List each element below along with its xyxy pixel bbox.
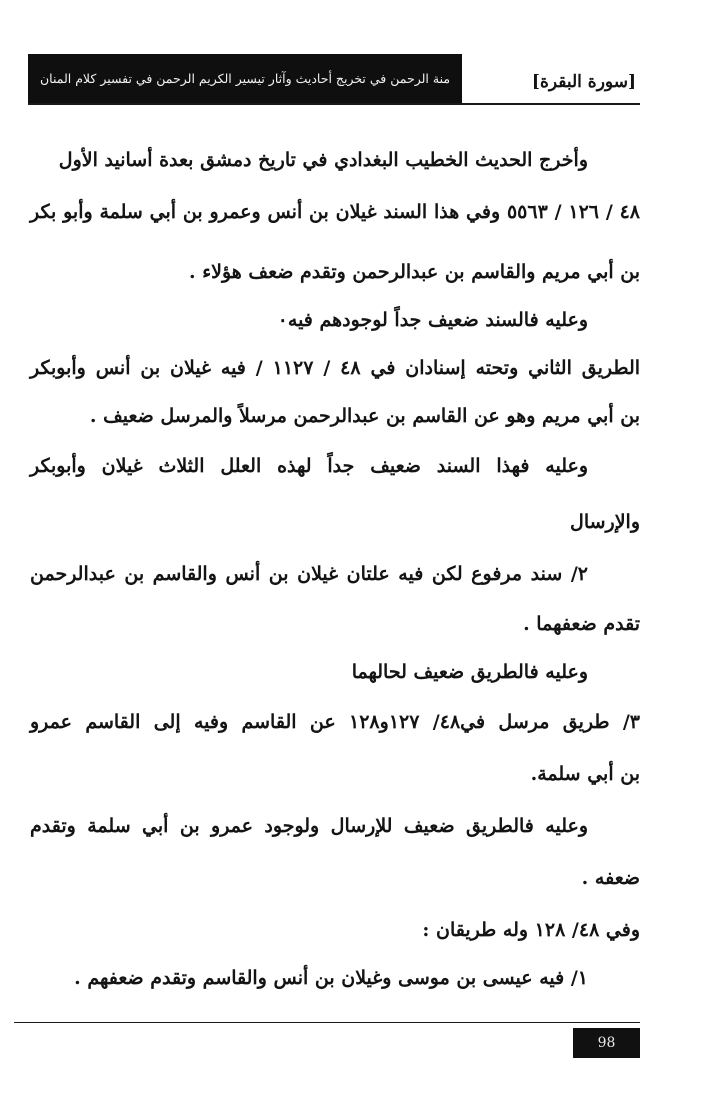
surah-label: [سورة البقرة] (531, 72, 636, 92)
text-line: وفي ٤٨/ ١٢٨ وله طريقان : (422, 919, 640, 941)
page-header (28, 54, 640, 104)
text-line: وأخرج الحديث الخطيب البغدادي في تاريخ دمشق بعدة أسانيد الأول (58, 149, 588, 171)
book-title: منة الرحمن في تخريج أحاديث وآثار تيسير الكريم الرحمن في تفسير كلام المنان (39, 71, 451, 86)
header-divider (28, 103, 640, 105)
text-line: ٣/ طريق مرسل في٤٨/ ١٢٧و١٢٨ عن القاسم وفيه إلى القاسم عمرو (30, 711, 640, 733)
page-number: 98 (573, 1028, 640, 1058)
text-line: ٤٨ / ١٢٦ / ٥٥٦٣ وفي هذا السند غيلان بن أنس وعمرو بن أبي سلمة وأبو بكر (30, 201, 641, 223)
text-line: وعليه فالطريق ضعيف للإرسال ولوجود عمرو بن أبي سلمة وتقدم (30, 815, 588, 837)
text-line: وعليه فهذا السند ضعيف جداً لهذه العلل الثلاث غيلان وأبوبكر (30, 455, 588, 477)
text-line: ١/ فيه عيسى بن موسى وغيلان بن أنس والقاسم وتقدم ضعفهم . (74, 967, 588, 989)
book-title-banner (28, 54, 462, 104)
text-line: بن أبي مريم والقاسم بن عبدالرحمن وتقدم ضعف هؤلاء . (188, 261, 640, 283)
text-line: والإرسال (570, 511, 640, 533)
text-line: بن أبي سلمة. (530, 763, 640, 785)
text-line: وعليه فالسند ضعيف جداً لوجودهم فيه٠ (277, 309, 588, 331)
text-line: بن أبي مريم وهو عن القاسم بن عبدالرحمن مرسلاً والمرسل ضعيف . (89, 405, 640, 427)
text-line: تقدم ضعفهما . (523, 613, 640, 635)
text-line: وعليه فالطريق ضعيف لحالهما (351, 661, 588, 683)
text-line: ضعفه . (581, 867, 640, 889)
text-line: ٢/ سند مرفوع لكن فيه علتان غيلان بن أنس والقاسم بن عبدالرحمن (30, 563, 588, 585)
footer-divider (14, 1022, 640, 1023)
text-line: الطريق الثاني وتحته إسنادان في ٤٨ / ١١٢٧ / فيه غيلان بن أنس وأبوبكر (30, 357, 641, 379)
